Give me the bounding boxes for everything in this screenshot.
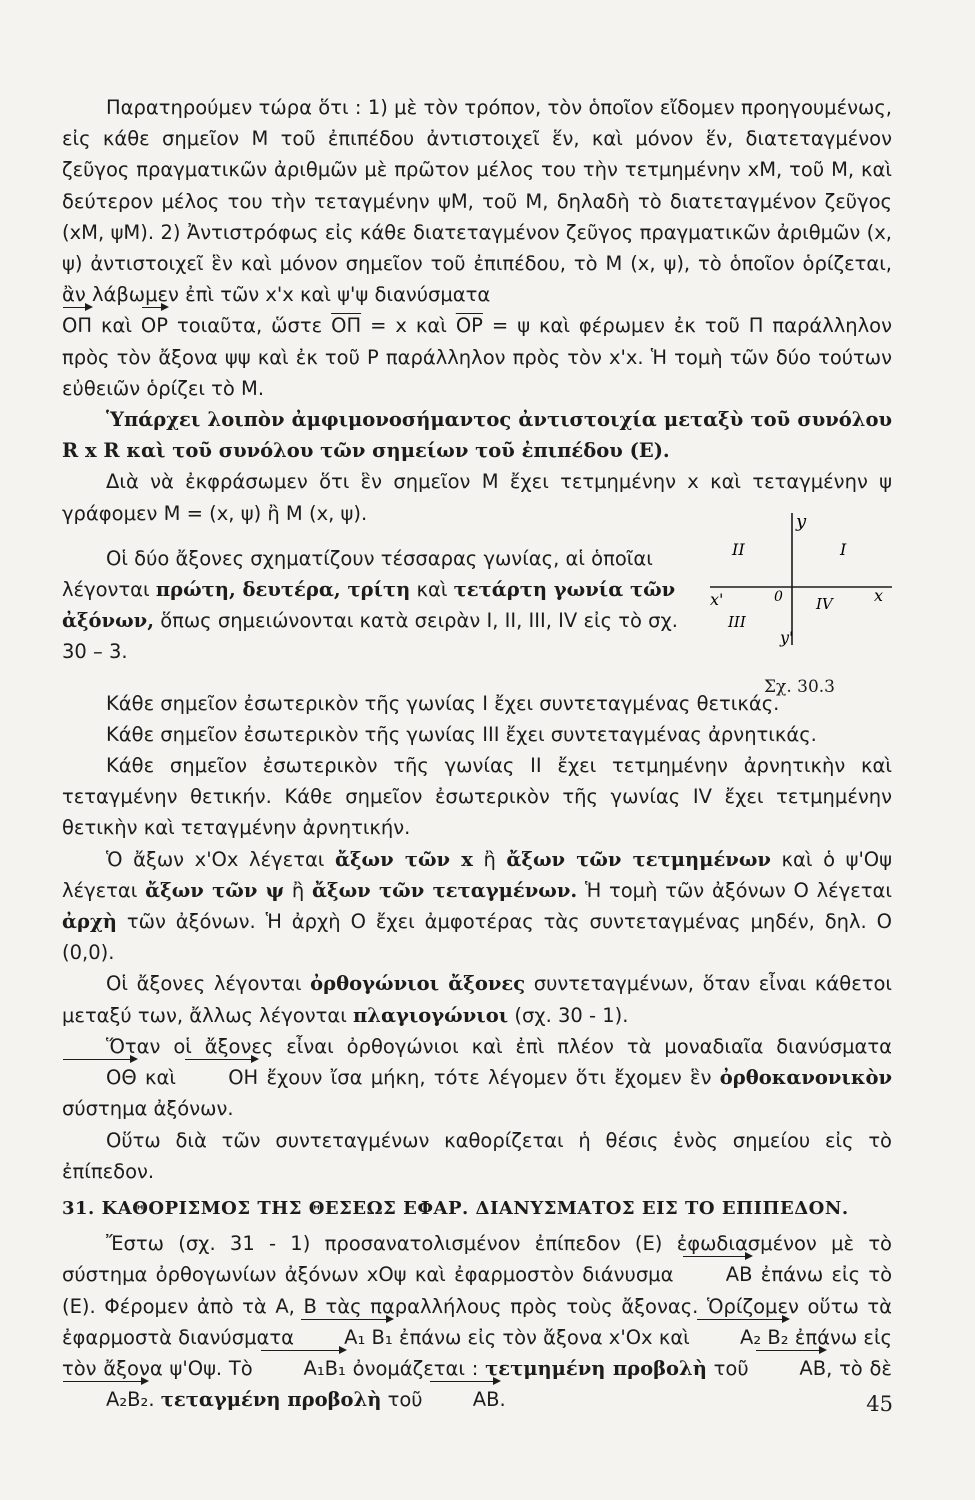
vector-op-pi: ΟΠ <box>62 310 92 341</box>
paragraph-quadrant-3: Κάθε σημεῖον ἐσωτερικὸν τῆς γωνίας III ἔχει συντεταγμένας ἀρνητικάς. <box>106 722 817 746</box>
paragraph-position: Οὕτω διὰ τῶν συντεταγμένων καθορίζεται ἡ θέσις ἑνὸς σημείου εἰς τὸ ἐπίπεδον. <box>62 1128 892 1183</box>
label-y-neg: y' <box>780 628 794 647</box>
page-body <box>62 92 892 1415</box>
vector-ab-3: ΑΒ <box>429 1384 500 1415</box>
label-quadrant-3: III <box>728 613 746 631</box>
paragraph-bijection: Ὑπάρχει λοιπὸν ἀμφιμονοσήμαντος ἀντιστοιχία μεταξὺ τοῦ συνόλου R x R καὶ τοῦ συνόλου τῶν σημείων τοῦ ἐπιπέδου (Ε). <box>62 408 892 463</box>
label-origin: 0 <box>774 589 783 605</box>
figure-30-3 <box>700 505 900 690</box>
vector-o-eta: ΟΗ <box>184 1062 258 1093</box>
vector-a2b2-tight: Α₂Β₂ <box>62 1384 148 1415</box>
label-quadrant-2: II <box>732 540 745 559</box>
vector-op-rho: ΟΡ <box>141 310 168 341</box>
paragraph-notation: Διὰ νὰ ἐκφράσωμεν ὅτι ἓν σημεῖον Μ ἔχει τετμημένην x καὶ τεταγμένην ψ γράφομεν Μ = (x, ψ) ἢ Μ (x, ψ). <box>62 470 892 525</box>
segment-op-pi: $\overline{O\Pi}$ <box>331 314 362 338</box>
paragraph-quadrants: Οἱ δύο ἄξονες σχηματίζουν τέσσαρας γωνίας, αἱ ὁποῖαι λέγονται πρώτη, δευτέρα, τρίτη καὶ τετάρτη γωνία τῶν ἀξόνων, ὅπως σημειώνονται κατὰ σειρὰν I, II, III, IV εἰς τὸ σχ. 30 – 3. <box>62 546 678 664</box>
label-x-neg: x' <box>710 590 724 609</box>
paragraph-orthonormal: Ὅταν οἱ ἄξονες εἶναι ὀρθογώνιοι καὶ ἐπὶ πλέον τὰ μοναδιαῖα διανύσματα ΟΘ καὶ ΟΗ ἔχουν ἴσα μήκη, τότε λέγομεν ὅτι ἔχομεν ἓν ὀρθοκανονικὸν σύστημα ἀξόνων. <box>62 1034 892 1121</box>
paragraph-vectors: ΟΠ καὶ ΟΡ τοιαῦτα, ὥστε $\overline{O\Pi} = x$ καὶ $\overline{OP} = \psi$ καὶ φέρωμεν ἐκ τοῦ Π παράλληλον πρὸς τὸν ἄξονα ψψ καὶ ἐκ τοῦ Ρ παράλληλον πρὸς τὸν x'x. Ἡ τομὴ τῶν δύο τούτων εὐθειῶν ὁρίζει τὸ Μ. <box>62 310 892 404</box>
section-heading: 31. ΚΑΘΟΡΙΣΜΟΣ ΤΗΣ ΘΕΣΕΩΣ ΕΦΑΡ. ΔΙΑΝΥΣΜΑΤΟΣ ΕΙΣ ΤΟ ΕΠΙΠΕΔΟΝ. <box>62 1197 849 1219</box>
page-number: 45 <box>866 1392 893 1416</box>
vector-ab: ΑΒ <box>682 1259 753 1290</box>
label-y-pos: y <box>796 511 807 532</box>
label-x-pos: x <box>874 586 884 605</box>
vector-ab-2: ΑΒ <box>755 1353 826 1384</box>
figure-caption: Σχ. 30.3 <box>764 677 835 697</box>
paragraph-quadrant-1: Κάθε σημεῖον ἐσωτερικὸν τῆς γωνίας I ἔχει συντεταγμένας θετικάς. <box>106 691 780 715</box>
segment-op-rho: $\overline{OP}$ <box>455 314 483 338</box>
label-quadrant-1: I <box>840 540 847 559</box>
paragraph-correspondence: Παρατηρούμεν τώρα ὅτι : 1) μὲ τὸν τρόπον, τὸν ὁποῖον εἴδομεν προηγουμένως, εἰς κάθε σημεῖον Μ τοῦ ἐπιπέδου ἀντιστοιχεῖ ἕν, καὶ μόνον ἕν, διατεταγμένον ζεῦγος πραγματικῶν ἀριθμῶν μὲ πρῶτον μέλος του τὴν τετμημένην xΜ, τοῦ Μ, καὶ δεύτερον μέλος του τὴν τεταγμένην ψΜ, τοῦ Μ, δηλαδὴ τὸ διατεταγμένον ζεῦγος (xΜ, ψΜ). 2) Ἀντιστρόφως εἰς κάθε διατεταγμένον ζεῦγος πραγματικῶν ἀριθμῶν (x, ψ) ἀντιστοιχεῖ ἓν καὶ μόνον σημεῖον τοῦ ἐπιπέδου, τὸ Μ (x, ψ), τὸ ὁποῖον ὁρίζεται, ἂν λάβωμεν ἐπὶ τῶν x'x καὶ ψ'ψ διανύσματα <box>62 96 892 307</box>
vector-a1b1: Α₁ Β₁ <box>300 1322 393 1353</box>
vector-o-theta: ΟΘ <box>62 1062 137 1093</box>
label-quadrant-4: IV <box>816 595 833 613</box>
paragraph-quadrant-2-4: Κάθε σημεῖον ἐσωτερικὸν τῆς γωνίας II ἔχει τετμημένην ἀρνητικὴν καὶ τεταγμένην θετικήν. Κάθε σημεῖον ἐσωτερικὸν τῆς γωνίας IV ἔχει τετμημένην θετικὴν καὶ τεταγμένην ἀρνητικήν. <box>62 754 892 840</box>
vector-a1b1-tight: Α₁Β₁ <box>260 1353 346 1384</box>
vector-a2b2: Α₂ Β₂ <box>696 1322 789 1353</box>
quadrant-diagram <box>700 505 900 690</box>
paragraph-axes-names: Ὁ ἄξων x'Ox λέγεται ἄξων τῶν x ἢ ἄξων τῶν τετμημένων καὶ ὁ ψ'Oψ λέγεται ἄξων τῶν ψ ἢ ἄξων τῶν τεταγμένων. Ἡ τομὴ τῶν ἀξόνων O λέγεται ἀρχὴ τῶν ἀξόνων. Ἡ ἀρχὴ O ἔχει ἀμφοτέρας τὰς συντεταγμένας μηδέν, δηλ. O (0,0). <box>62 847 893 965</box>
paragraph-orthogonal: Οἱ ἄξονες λέγονται ὀρθογώνιοι ἄξονες συντεταγμένων, ὅταν εἶναι κάθετοι μεταξύ των, ἄλλως λέγονται πλαγιογώνιοι (σχ. 30 - 1). <box>62 972 893 1027</box>
paragraph-projection: Ἔστω (σχ. 31 - 1) προσανατολισμένον ἐπίπεδον (Ε) ἐφωδιασμένον μὲ τὸ σύστημα ὀρθογωνίων ἀξόνων xOψ καὶ ἐφαρμοστὸν διάνυσμα ΑΒ ἐπάνω εἰς τὸ (Ε). Φέρομεν ἀπὸ τὰ Α, Β τὰς παραλλήλους πρὸς τοὺς ἄξονας. Ὁρίζομεν οὕτω τὰ ἐφαρμοστὰ διανύσματα Α₁ Β₁ ἐπάνω εἰς τὸν ἄξονα x'Ox καὶ Α₂ Β₂ ἐπάνω εἰς τὸν ἄξονα ψ'Oψ. Τὸ Α₁Β₁ ὀνομάζεται : τετμημένη προβολὴ τοῦ ΑΒ, τὸ δὲ Α₂Β₂. τεταγμένη προβολὴ τοῦ ΑΒ. <box>62 1228 892 1415</box>
